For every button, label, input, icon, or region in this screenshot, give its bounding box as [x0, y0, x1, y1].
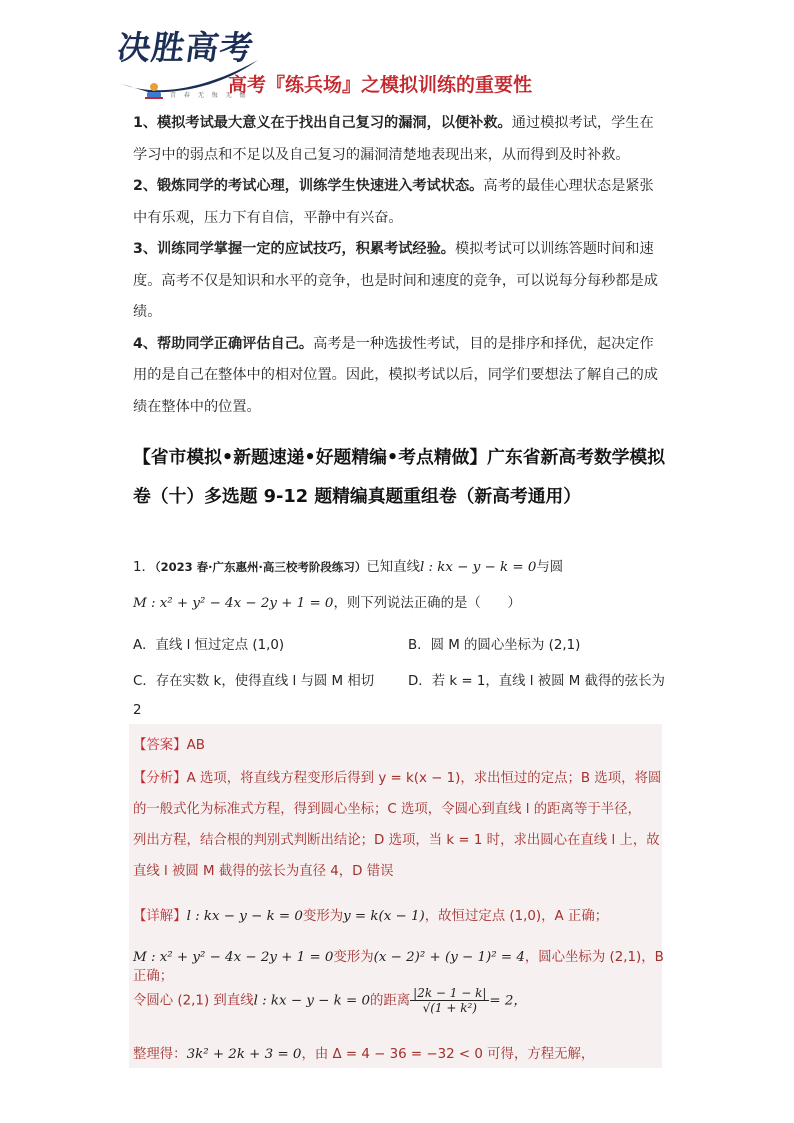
analysis-line-4: 直线 l 被圆 M 截得的弦长为直径 4，D 错误	[133, 864, 394, 879]
answer-line	[133, 734, 668, 753]
detail-quadratic: 3k² + 2k + 3 = 0	[186, 1047, 302, 1062]
detail-label: 【详解】	[133, 909, 187, 924]
option-a: A．直线 l 恒过定点 (1,0)	[133, 638, 285, 653]
distance-fraction	[410, 986, 489, 1015]
analysis-line-1	[133, 763, 668, 794]
question-stem-a: 已知直线	[366, 560, 420, 575]
intro-p3-text: 模拟考试可以训练答题时间和速度。高考不仅是知识和水平的竞争，也是时间和速度的竞争，可以说每分每秒都是成绩。	[133, 241, 658, 320]
detail-l1-end: ，故恒过定点 (1,0)，A 正确；	[424, 909, 609, 924]
option-d-wrap: 2	[133, 703, 142, 718]
detail-line-4	[133, 1043, 668, 1062]
student-icon	[144, 82, 164, 100]
circle-equation: M : x² + y² − 4x − 2y + 1 = 0	[133, 596, 334, 611]
intro-section	[133, 108, 663, 423]
intro-paragraph-2	[133, 171, 663, 234]
detail-line-eq2: y = k(x − 1)	[343, 909, 425, 924]
intro-p2-bold: 2、锻炼同学的考试心理，训练学生快速进入考试状态。	[133, 178, 484, 194]
intro-paragraph-3	[133, 234, 663, 329]
question-stem-b: 与圆	[536, 560, 564, 575]
question-number: 1．	[133, 560, 155, 575]
intro-p4-bold: 4、帮助同学正确评估自己。	[133, 335, 314, 352]
detail-line-1	[133, 905, 668, 924]
intro-p2-text: 高考的最佳心理状态是紧张中有乐观，压力下有自信，平静中有兴奋。	[133, 178, 654, 226]
option-b: B．圆 M 的圆心坐标为 (2,1)	[408, 638, 581, 653]
answer-label: 【答案】	[133, 738, 187, 753]
intro-p3-bold: 3、训练同学掌握一定的应试技巧，积累考试经验。	[133, 241, 455, 257]
logo-text: 决胜高考	[114, 28, 257, 67]
detail-line-eq: l : kx − y − k = 0	[186, 909, 303, 924]
line-equation: l : kx − y − k = 0	[419, 560, 537, 575]
detail-l4-a: 整理得：	[133, 1047, 187, 1062]
detail-line-3	[133, 986, 668, 1015]
fraction-numerator: |2k − 1 − k|	[410, 986, 489, 1001]
intro-paragraph-4	[133, 329, 663, 424]
detail-circle-std: (x − 2)² + (y − 1)² = 4	[373, 950, 525, 965]
question-stem-c: ，则下列说法正确的是（ ）	[333, 596, 521, 611]
option-c: C．存在实数 k，使得直线 l 与圆 M 相切	[133, 674, 375, 689]
detail-circle-eq: M : x² + y² − 4x − 2y + 1 = 0	[133, 950, 334, 965]
document-title: 【省市模拟•新题速递•好题精编•考点精做】广东省新高考数学模拟卷（十）多选题 9-12 题精编真题重组卷（新高考通用）	[133, 447, 665, 507]
header-title: 高考『练兵场』之模拟训练的重要性	[228, 74, 533, 96]
question-source: （2023 春·广东惠州·高三校考阶段练习）	[154, 560, 367, 574]
detail-l2-end: ，圆心坐标为 (2,1)，B 正确；	[133, 950, 664, 984]
intro-paragraph-1	[133, 108, 663, 171]
detail-l2-mid: 变形为	[333, 950, 374, 965]
answer-value: AB	[186, 738, 205, 753]
intro-p4-text: 高考是一种选拔性考试，目的是排序和择优，起决定作用的是自己在整体中的相对位置。因此，模拟考试以后，同学们要想法了解自己的成绩在整体中的位置。	[133, 335, 658, 415]
analysis-block	[133, 763, 668, 887]
detail-l4-b: ，由 Δ = 4 − 36 = −32 < 0 可得，方程无解，	[301, 1047, 595, 1062]
detail-l3-a: 令圆心 (2,1) 到直线	[133, 993, 254, 1009]
intro-p1-bold: 1、模拟考试最大意义在于找出自己复习的漏洞，以便补救。	[133, 115, 512, 131]
fraction-denominator: √(1 + k²)	[422, 1001, 477, 1015]
question-stem-line-1	[133, 556, 673, 575]
analysis-line-3: 列出方程，结合根的判别式判断出结论；D 选项，当 k = 1 时，求出圆心在直线 l 上，故	[133, 833, 660, 848]
detail-l3-eq: l : kx − y − k = 0	[253, 993, 370, 1009]
question-stem-line-2	[133, 592, 673, 611]
analysis-text-1: A 选项，将直线方程变形后得到 y = k(x − 1)，求出恒过的定点；B 选项，将圆	[186, 771, 662, 786]
detail-l1-mid: 变形为	[302, 909, 344, 924]
analysis-label: 【分析】	[133, 771, 187, 786]
analysis-line-2: 的一般式化为标准式方程，得到圆心坐标；C 选项，令圆心到直线 l 的距离等于半径，	[133, 802, 641, 817]
intro-p1-text: 通过模拟考试，学生在学习中的弱点和不足以及自己复习的漏洞清楚地表现出来，从而得到及时补救。	[133, 115, 654, 163]
logo-slogan: 青 春 无 悔 无 憾	[170, 92, 249, 99]
detail-l3-end: = 2，	[489, 993, 527, 1009]
detail-line-2	[133, 946, 668, 984]
detail-l3-b: 的距离	[369, 993, 411, 1009]
option-d: D．若 k = 1，直线 l 被圆 M 截得的弦长为	[408, 674, 665, 689]
